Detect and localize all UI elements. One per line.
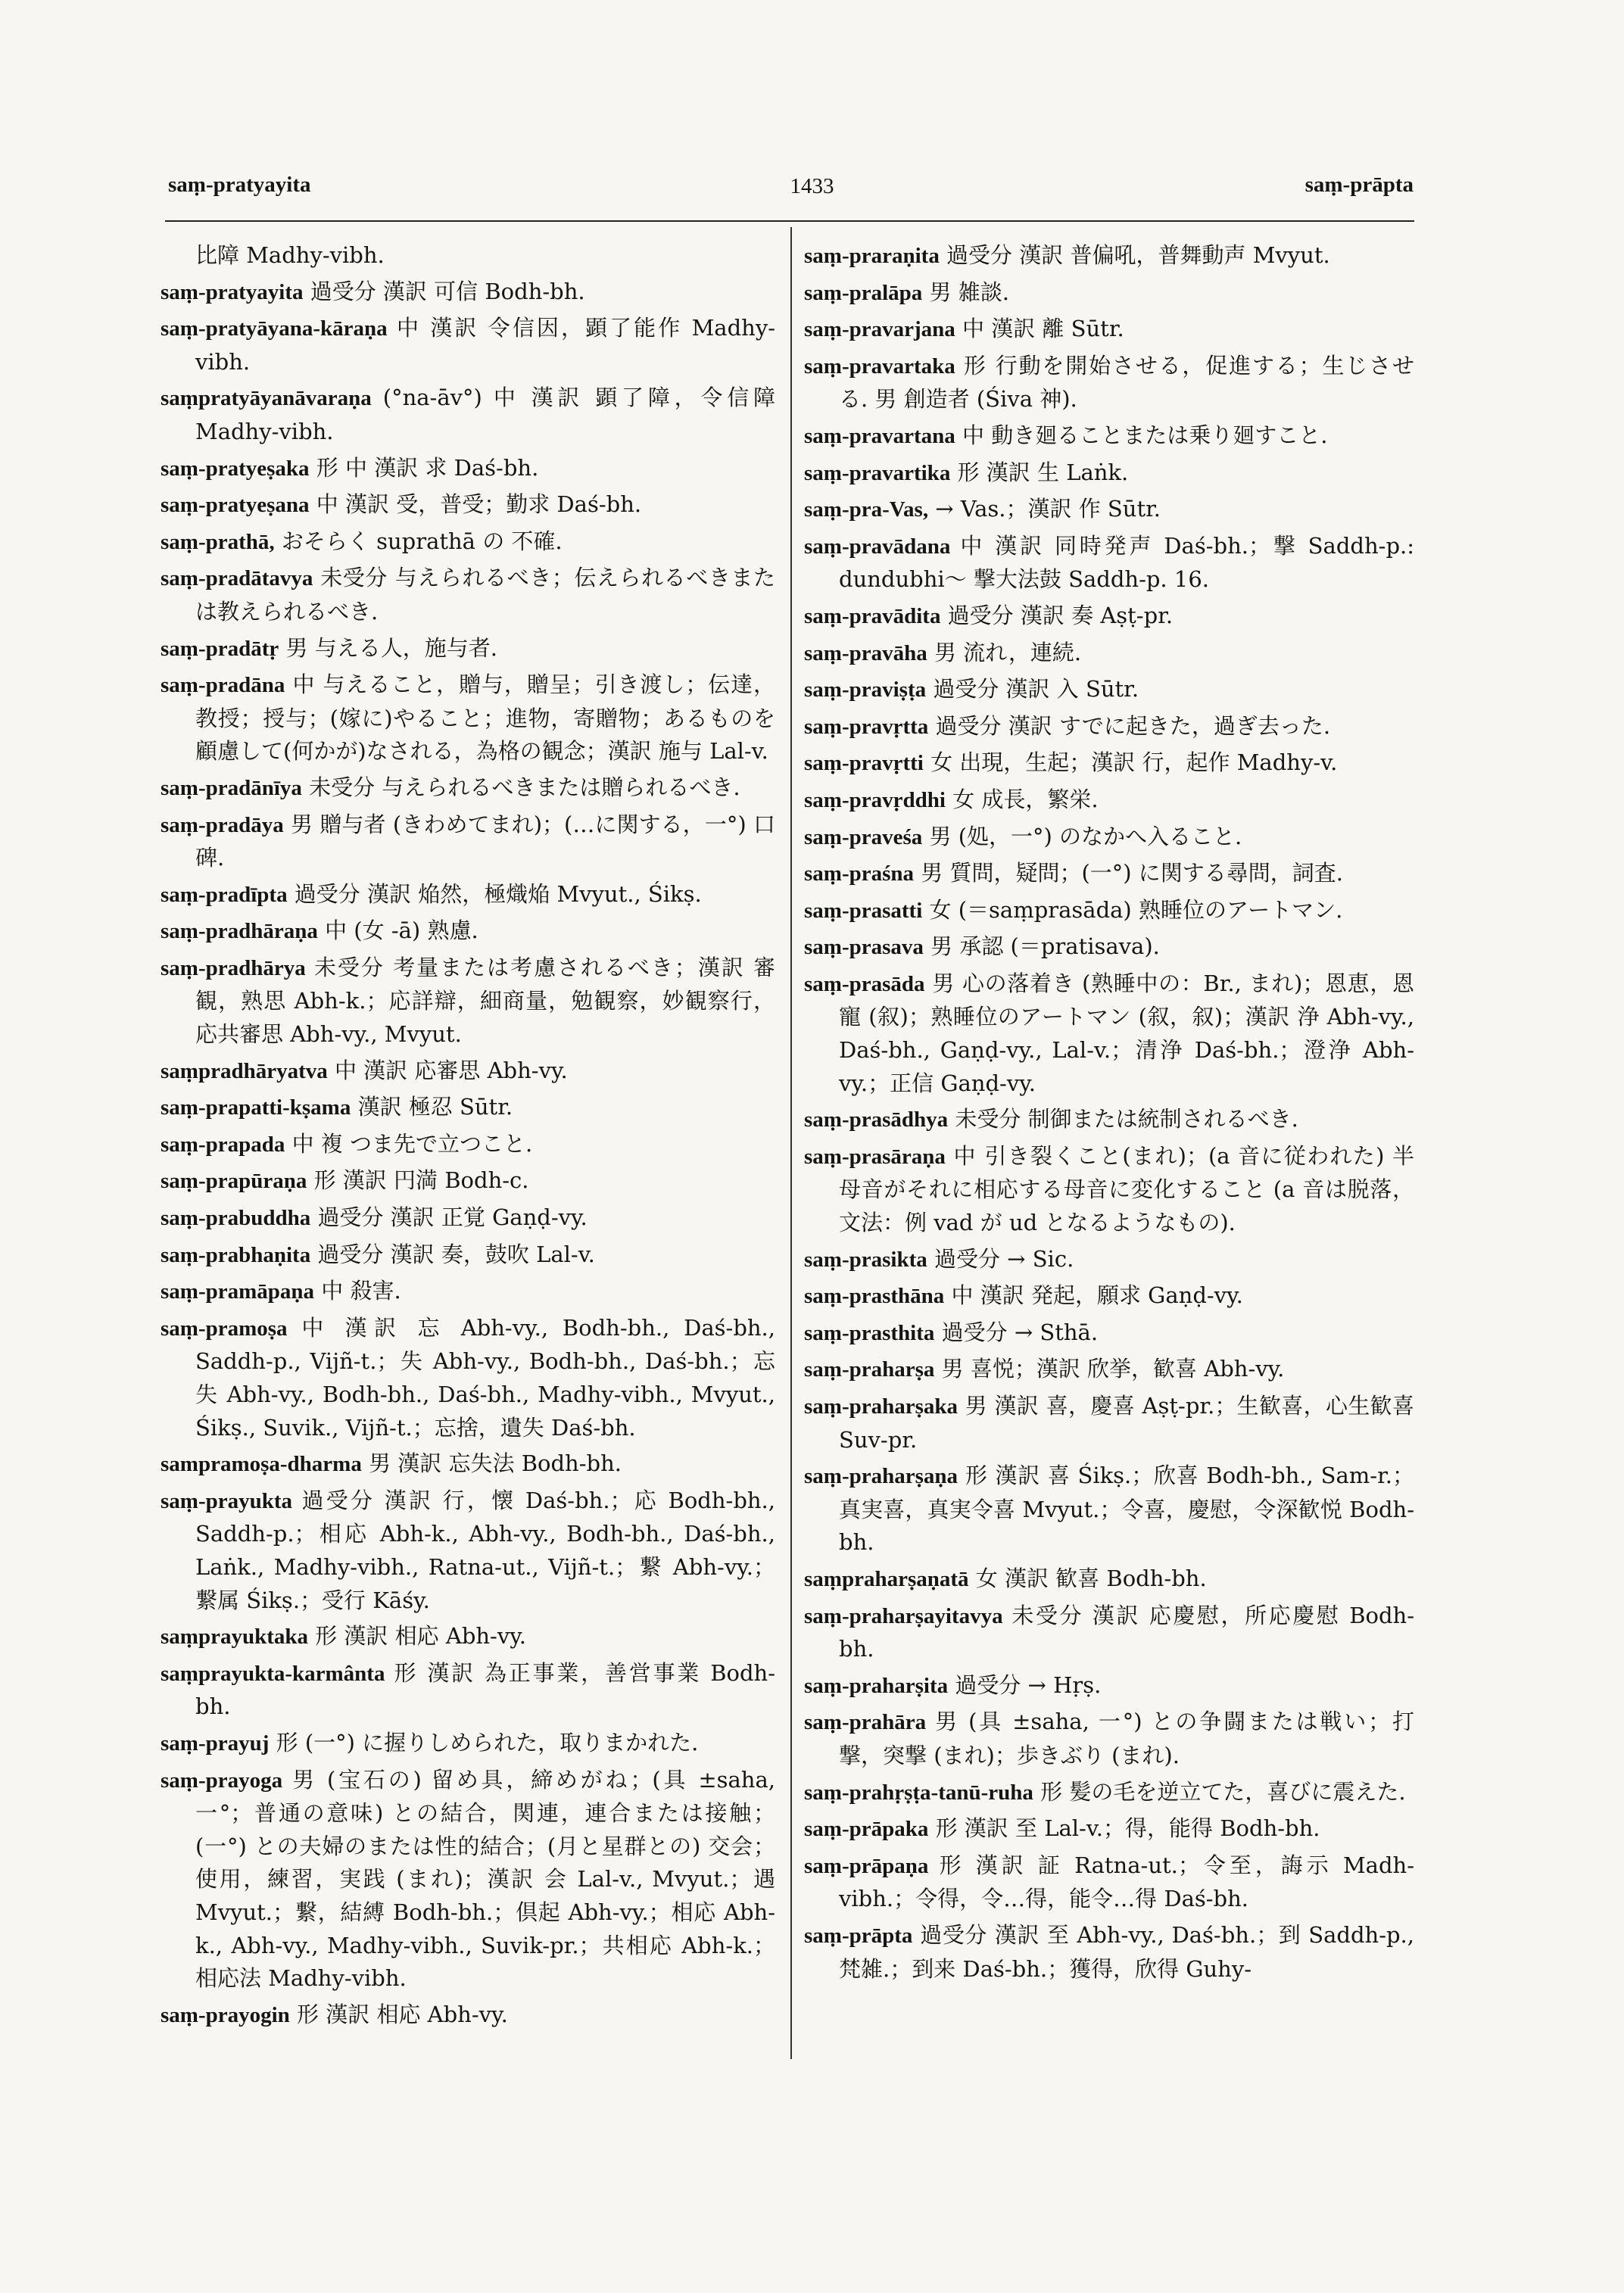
entry-definition: 男 与える人，施与者. xyxy=(285,634,497,661)
entry-headword: saṃ-praharṣa xyxy=(804,1357,935,1382)
dictionary-entry xyxy=(804,1390,1414,1456)
dictionary-entry xyxy=(161,1238,775,1273)
dictionary-entry xyxy=(161,1091,775,1125)
dictionary-entry xyxy=(804,1600,1414,1666)
dictionary-entry xyxy=(804,1919,1414,1986)
dictionary-entry xyxy=(161,1164,775,1198)
entry-headword: saṃ-pratyeṣaka xyxy=(161,456,310,481)
dictionary-entry xyxy=(804,1243,1414,1277)
entry-definition: 形 漢訳 生 Laṅk. xyxy=(957,459,1129,485)
dictionary-entry xyxy=(804,276,1414,310)
dictionary-entry xyxy=(161,1999,775,2033)
entry-headword: saṃ-pratyāyana-kāraṇa xyxy=(161,316,388,341)
entry-definition: 形 漢訳 至 Lal-v.；得，能得 Bodh-bh. xyxy=(935,1815,1320,1842)
dictionary-entry xyxy=(804,239,1414,273)
entry-definition: 比障 Madhy-vibh. xyxy=(195,242,385,268)
entry-definition: 過受分 漢訳 奏，鼓吹 Lal-v. xyxy=(317,1241,595,1267)
dictionary-entry xyxy=(161,808,775,875)
entry-definition: 男 流れ，連続. xyxy=(934,639,1082,665)
entry-headword: saṃ-pramoṣa xyxy=(161,1316,288,1341)
entry-headword: saṃ-pradānīya xyxy=(161,775,302,800)
entry-headword: saṃ-pravādana xyxy=(804,534,951,559)
entry-definition: 形 髪の毛を逆立てた，喜びに震えた. xyxy=(1040,1778,1406,1805)
entry-headword: saṃ-pradātṛ xyxy=(161,636,279,661)
dictionary-entry xyxy=(804,419,1414,453)
dictionary-entry xyxy=(804,1849,1414,1916)
dictionary-entry xyxy=(804,1812,1414,1846)
dictionary-entry xyxy=(161,632,775,666)
dictionary-entry xyxy=(804,1353,1414,1387)
entry-headword: saṃ-prayuj xyxy=(161,1731,270,1756)
entry-definition: 中 漢訳 発起，願求 Gaṇḍ-vy. xyxy=(951,1282,1243,1309)
entry-headword: saṃ-prasatti xyxy=(804,898,923,923)
dictionary-entry xyxy=(161,1657,775,1724)
entry-definition: 中 複 つま先で立つこと. xyxy=(291,1130,533,1157)
entry-headword: saṃ-pradāya xyxy=(161,812,284,837)
entry-definition: 男 (具 ±saha, 一°) との争闘または戦い；打撃，突撃 (まれ)；歩きぶり (まれ). xyxy=(839,1709,1414,1768)
entry-headword: saṃ-pramāpaṇa xyxy=(161,1279,315,1304)
dictionary-entry xyxy=(161,1201,775,1235)
dictionary-entry xyxy=(161,312,775,379)
entry-headword: saṃ-pradīpta xyxy=(161,882,288,907)
entry-definition: 形 (一°) に握りしめられた，取りまかれた. xyxy=(276,1729,699,1756)
dictionary-entry xyxy=(161,952,775,1051)
entry-definition: 男 (宝石の) 留め具，締めがね；(具 ±saha, 一°；普通の意味) との結合，関連，連合または接触；(一°) との夫婦のまたは性的結合；(月と星群との) 交会；使用，練習，実践 (まれ)；漢訳 会 Lal-v., Mvyut.；遇 Mvyut.；繋，結縛 Bodh-bh.；倶起 Abh-vy.；相応 Abh-k., Abh-vy., Madhy-vibh., Suvik-pr.；共相応 Abh-k.；相応法 Madhy-vibh. xyxy=(195,1766,775,1992)
dictionary-entry xyxy=(804,1460,1414,1559)
entry-definition: 中 殺害. xyxy=(321,1278,401,1304)
entry-definition: 未受分 与えられるべきまたは贈られるべき. xyxy=(309,774,740,800)
entry-definition: 未受分 与えられるべき；伝えられるべきまたは教えられるべき. xyxy=(195,565,775,625)
dictionary-entry xyxy=(804,600,1414,634)
dictionary-entry xyxy=(161,239,775,273)
entry-headword: saṃpratyāyanāvaraṇa xyxy=(161,386,372,411)
entry-headword: saṃ-prayoga xyxy=(161,1768,283,1793)
dictionary-entry xyxy=(161,771,775,805)
dictionary-entry xyxy=(161,1764,775,1995)
entry-definition: 女 出現，生起；漢訳 行，起作 Madhy-v. xyxy=(930,749,1338,776)
entry-headword: saṃ-prasikta xyxy=(804,1247,927,1272)
entry-definition: 形 中 漢訳 求 Daś-bh. xyxy=(316,454,539,481)
entry-definition: 男 質問，疑問；(一°) に関する尋問，詞査. xyxy=(921,860,1344,886)
entry-headword: saṃ-praharṣayitavya xyxy=(804,1603,1003,1628)
dictionary-entry xyxy=(161,276,775,310)
dictionary-entry xyxy=(804,967,1414,1100)
entry-headword: saṃ-prapūraṇa xyxy=(161,1169,307,1194)
entry-definition: おそらく suprathā の 不確. xyxy=(281,528,563,554)
entry-definition: 過受分 漢訳 焔然，極熾焔 Mvyut., Śikṣ. xyxy=(294,880,702,907)
entry-definition: 男 雑談. xyxy=(929,279,1009,305)
entry-definition: → Vas.；漢訳 作 Sūtr. xyxy=(935,496,1161,522)
entry-headword: saṃ-prasāda xyxy=(804,971,925,996)
entry-headword: saṃ-pravarjana xyxy=(804,317,955,342)
dictionary-entry xyxy=(161,452,775,486)
entry-definition: 漢訳 極忍 Sūtr. xyxy=(357,1094,513,1120)
entry-definition: 中 漢訳 応審思 Abh-vy. xyxy=(334,1057,568,1083)
entry-headword: saṃ-praharṣaka xyxy=(804,1394,959,1419)
dictionary-entry xyxy=(161,382,775,448)
entry-headword: saṃ-prāpaṇa xyxy=(804,1853,929,1878)
entry-definition: 形 漢訳 相応 Abh-vy. xyxy=(315,1623,526,1650)
entry-headword: saṃ-pra-Vas, xyxy=(804,497,929,522)
entry-headword: saṃpraharṣaṇatā xyxy=(804,1566,969,1591)
entry-headword: saṃ-pravartana xyxy=(804,423,955,448)
entry-definition: 中 引き裂くこと(まれ)；(a 音に従われた) 半母音がそれに相応する母音に変化すること (a 音は脱落，文法：例 vad が ud となるようなもの). xyxy=(839,1142,1415,1236)
entry-definition: 過受分 漢訳 可信 Bodh-bh. xyxy=(310,278,585,304)
entry-headword: saṃ-pravṛtta xyxy=(804,714,929,739)
entry-headword: saṃ-prāpaka xyxy=(804,1817,929,1842)
column-divider xyxy=(790,227,792,2059)
dictionary-entry xyxy=(804,746,1414,780)
dictionary-entry xyxy=(161,1727,775,1761)
dictionary-entry xyxy=(804,350,1414,416)
entry-definition: 男 漢訳 喜，慶喜 Aṣṭ-pr.；生歓喜，心生歓喜 Suv-pr. xyxy=(839,1393,1414,1453)
dictionary-entry xyxy=(161,1128,775,1162)
entry-definition: 男 承認 (＝pratisava). xyxy=(930,933,1160,960)
entry-headword: saṃ-praveśa xyxy=(804,824,923,849)
entry-definition: 未受分 制御または統制されるべき. xyxy=(955,1106,1298,1132)
dictionary-entry xyxy=(161,525,775,559)
entry-definition: 過受分 漢訳 正覚 Gaṇḍ-vy. xyxy=(317,1204,588,1231)
entry-definition: 男 贈与者 (きわめてまれ)；(…に関する，一°) 口碑. xyxy=(195,811,775,871)
entry-headword: saṃprayuktaka xyxy=(161,1625,308,1650)
dictionary-entry xyxy=(804,673,1414,707)
entry-headword: saṃ-prabhaṇita xyxy=(161,1242,311,1267)
entry-definition: 過受分 漢訳 入 Sūtr. xyxy=(933,676,1139,703)
entry-definition: 中 漢訳 離 Sūtr. xyxy=(962,316,1124,342)
entry-headword: saṃ-pravartika xyxy=(804,460,951,485)
entry-headword: saṃ-prasava xyxy=(804,935,924,960)
dictionary-entry xyxy=(804,857,1414,891)
entry-definition: 形 漢訳 証 Ratna-ut.；令至，誨示 Madh-vibh.；令得，令…得，能令…得 Daś-bh. xyxy=(839,1852,1414,1912)
entry-headword: saṃ-prayogin xyxy=(161,2002,290,2027)
entry-definition: 未受分 考量または考慮されるべき；漢訳 審観，熟思 Abh-k.；応詳辯，細商量，勉観察，妙観察行，応共審思 Abh-vy., Mvyut. xyxy=(195,954,776,1048)
entry-headword: saṃ-prathā, xyxy=(161,529,275,554)
dictionary-entry xyxy=(804,1103,1414,1137)
dictionary-entry xyxy=(804,1776,1414,1810)
entry-headword: saṃ-pradāna xyxy=(161,673,285,698)
entry-headword: saṃ-prayukta xyxy=(161,1488,293,1513)
entry-headword: saṃ-pratyeṣana xyxy=(161,493,310,518)
entry-definition: 過受分 漢訳 普偏吼，普舞動声 Mvyut. xyxy=(946,242,1330,268)
entry-definition: 形 行動を開始させる，促進する；生じさせる. 男 創造者 (Śiva 神). xyxy=(839,352,1414,413)
entry-headword: saṃ-prasādhya xyxy=(804,1108,949,1132)
entry-definition: 中 漢訳 忘 Abh-vy., Bodh-bh., Daś-bh., Saddh-p., Vijñ-t.；失 Abh-vy., Bodh-bh., Daś-bh.；忘失 Abh-vy., Bodh-bh., Daś-bh., Madhy-vibh., Mvyut., Śikṣ., Suvik., Vijñ-t.；忘捨，遺失 Daś-bh. xyxy=(195,1314,775,1441)
entry-headword: saṃ-prabuddha xyxy=(161,1206,311,1231)
entry-definition: 女 (＝saṃprasāda) 熟睡位のアートマン. xyxy=(929,896,1343,923)
entry-headword: saṃ-prasthāna xyxy=(804,1284,945,1309)
entry-headword: saṃ-praharṣita xyxy=(804,1673,949,1698)
dictionary-entry xyxy=(804,456,1414,491)
header-rule xyxy=(165,220,1414,222)
entry-definition: 過受分 漢訳 奏 Aṣṭ-pr. xyxy=(947,602,1174,628)
dictionary-entry xyxy=(161,1485,775,1617)
entry-headword: saṃ-prasāraṇa xyxy=(804,1144,946,1169)
dictionary-entry xyxy=(161,1620,775,1654)
entry-definition: 中 漢訳 令信因，顕了能作 Madhy-vibh. xyxy=(195,315,776,375)
entry-headword: saṃ-prāpta xyxy=(804,1923,913,1948)
page-number: 1433 xyxy=(790,174,834,198)
dictionary-entry xyxy=(161,1055,775,1089)
entry-headword: saṃ-pravāha xyxy=(804,640,927,665)
entry-headword: saṃpradhāryatva xyxy=(161,1058,328,1083)
entry-headword: saṃ-prahāra xyxy=(804,1710,927,1735)
dictionary-entry xyxy=(804,530,1414,597)
dictionary-entry xyxy=(804,894,1414,928)
dictionary-entry xyxy=(161,562,775,628)
entry-definition: 過受分 漢訳 至 Abh-vy., Daś-bh.；到 Saddh-p., 梵雑.；到来 Daś-bh.；獲得，欣得 Guhy- xyxy=(839,1921,1414,1982)
entry-definition: 中 与えること，贈与，贈呈；引き渡し；伝達，教授；授与；(嫁に)やること；進物，寄贈物；あるものを顧慮して(何かが)なされる，為格の観念；漢訳 施与 Lal-v. xyxy=(195,671,775,765)
entry-headword: saṃ-praśna xyxy=(804,861,915,886)
dictionary-entry xyxy=(161,1312,775,1444)
dictionary-entry xyxy=(161,914,775,949)
entry-definition: 男 喜悦；漢訳 欣挙，歓喜 Abh-vy. xyxy=(941,1356,1285,1382)
entry-definition: 男 心の落着き (熟睡中の：Br., まれ)；恩恵，恩寵 (叙)；熟睡位のアートマン (叙，叙)；漢訳 浄 Abh-vy., Daś-bh., Gaṇḍ-vy., Lal-v.；清浄 Daś-bh.；澄浄 Abh-vy.；正信 Gaṇḍ-vy. xyxy=(839,970,1414,1096)
running-head-right: saṃ-prāpta xyxy=(1304,173,1414,197)
entry-headword: saṃ-pravartaka xyxy=(804,354,955,379)
dictionary-entry xyxy=(804,1706,1414,1772)
dictionary-entry xyxy=(804,493,1414,527)
dictionary-entry xyxy=(804,1279,1414,1313)
dictionary-entry xyxy=(804,930,1414,964)
right-column xyxy=(804,239,1414,1989)
entry-definition: 中 漢訳 同時発声 Daś-bh.；撃 Saddh-p.: dundubhi～ 撃大法鼓 Saddh-p. 16. xyxy=(839,532,1414,593)
entry-headword: saṃ-pratyayita xyxy=(161,279,304,304)
dictionary-entry xyxy=(804,637,1414,671)
entry-headword: saṃ-praharṣaṇa xyxy=(804,1464,959,1489)
entry-definition: 過受分 → Sthā. xyxy=(941,1319,1099,1345)
entry-definition: 女 成長，繁栄. xyxy=(952,786,1099,812)
entry-headword: saṃ-prapada xyxy=(161,1132,285,1157)
entry-headword: sampramoṣa-dharma xyxy=(161,1452,362,1477)
dictionary-entry xyxy=(804,710,1414,744)
entry-headword: saṃ-pradātavya xyxy=(161,566,313,591)
entry-definition: 過受分 → Sic. xyxy=(934,1245,1074,1272)
dictionary-entry xyxy=(804,1316,1414,1351)
entry-headword: saṃ-prapatti-kṣama xyxy=(161,1095,351,1120)
dictionary-entry xyxy=(161,1447,775,1481)
entry-headword: saṃprayukta-karmânta xyxy=(161,1661,385,1686)
entry-definition: 形 漢訳 為正事業，善営事業 Bodh-bh. xyxy=(195,1659,776,1720)
dictionary-entry xyxy=(804,1669,1414,1703)
entry-headword: saṃ-pravādita xyxy=(804,603,941,628)
dictionary-entry xyxy=(161,488,775,522)
entry-headword: saṃ-prahṛṣṭa-tanū-ruha xyxy=(804,1780,1033,1805)
entry-definition: (°na-āv°) 中 漢訳 顕了障，令信障 Madhy-vibh. xyxy=(195,385,775,444)
dictionary-entry xyxy=(804,313,1414,347)
entry-definition: 過受分 漢訳 行，懐 Daś-bh.；応 Bodh-bh., Saddh-p.；相応 Abh-k., Abh-vy., Bodh-bh., Daś-bh., Laṅk., Madhy-vibh., Ratna-ut., Vijñ-t.；繋 Abh-vy.；繋属 Śikṣ.；受行 Kāśy. xyxy=(195,1487,775,1613)
entry-definition: 男 漢訳 忘失法 Bodh-bh. xyxy=(369,1450,622,1477)
dictionary-entry xyxy=(161,878,775,912)
entry-headword: saṃ-pralāpa xyxy=(804,280,923,305)
dictionary-entry xyxy=(804,1562,1414,1597)
entry-headword: saṃ-pravṛtti xyxy=(804,751,924,776)
entry-definition: 過受分 漢訳 すでに起きた，過ぎ去った. xyxy=(935,712,1331,739)
running-head-left: saṃ-pratyayita xyxy=(168,173,311,197)
entry-definition: 中 (女 -ā) 熟慮. xyxy=(325,918,478,944)
entry-definition: 女 漢訳 歓喜 Bodh-bh. xyxy=(975,1565,1207,1591)
dictionary-entry xyxy=(804,1140,1414,1240)
entry-headword: saṃ-prasthita xyxy=(804,1320,935,1345)
entry-definition: 過受分 → Hṛṣ. xyxy=(955,1671,1102,1698)
entry-definition: 未受分 漢訳 応慶慰，所応慶慰 Bodh-bh. xyxy=(839,1602,1415,1662)
entry-headword: saṃ-praviṣṭa xyxy=(804,678,927,703)
entry-definition: 中 動き廻ることまたは乗り廻すこと. xyxy=(962,422,1328,448)
entry-headword: saṃ-pravṛddhi xyxy=(804,787,946,812)
left-column xyxy=(161,239,775,2035)
entry-definition: 形 漢訳 喜 Śikṣ.；欣喜 Bodh-bh., Sam-r.；真実喜，真実令喜 Mvyut.；令喜，慶慰，令深歓悦 Bodh-bh. xyxy=(839,1463,1415,1556)
entry-headword: saṃ-pradhāraṇa xyxy=(161,919,318,944)
dictionary-entry xyxy=(804,784,1414,818)
entry-definition: 中 漢訳 受，普受；勤求 Daś-bh. xyxy=(316,491,642,518)
entry-headword: saṃ-praraṇita xyxy=(804,244,940,268)
dictionary-entry xyxy=(161,668,775,768)
entry-definition: 形 漢訳 円満 Bodh-c. xyxy=(313,1167,529,1194)
entry-definition: 男 (処，一°) のなかへ入ること. xyxy=(929,823,1242,849)
entry-headword: saṃ-pradhārya xyxy=(161,955,306,980)
dictionary-entry xyxy=(161,1275,775,1309)
entry-definition: 形 漢訳 相応 Abh-vy. xyxy=(297,2001,508,2027)
dictionary-entry xyxy=(804,821,1414,855)
